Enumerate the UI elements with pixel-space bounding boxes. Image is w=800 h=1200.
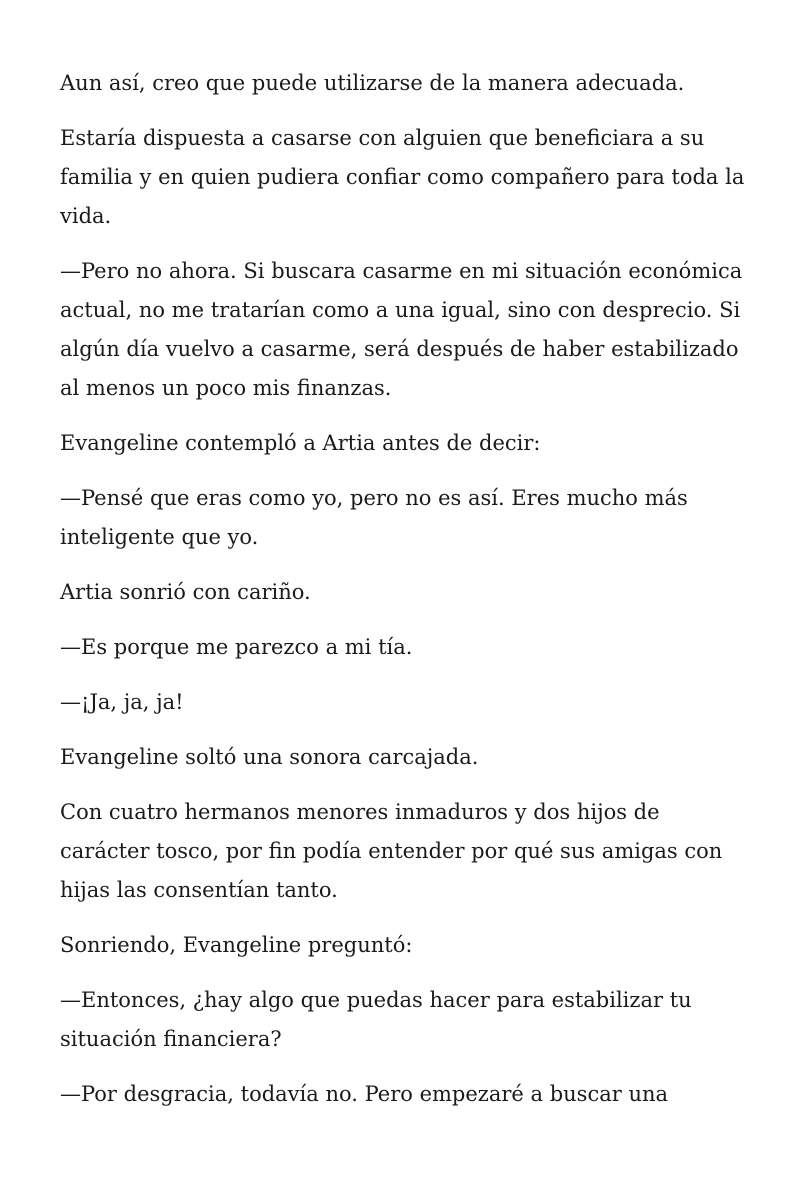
paragraph: —Entonces, ¿hay algo que puedas hacer para estabilizar tu situación financiera?: [60, 988, 692, 1051]
paragraph: —Por desgracia, todavía no. Pero empezaré a buscar una: [60, 1082, 669, 1106]
paragraph: Evangeline contempló a Artia antes de decir:: [60, 431, 541, 455]
paragraph: Aun así, creo que puede utilizarse de la manera adecuada.: [60, 71, 685, 95]
paragraph: —Pensé que eras como yo, pero no es así. Eres mucho más inteligente que yo.: [60, 486, 688, 549]
paragraph: Evangeline soltó una sonora carcajada.: [60, 745, 479, 769]
paragraph: —Es porque me parezco a mi tía.: [60, 635, 413, 659]
paragraph: Sonriendo, Evangeline preguntó:: [60, 933, 413, 957]
paragraph: —¡Ja, ja, ja!: [60, 690, 184, 714]
page-text: [60, 64, 750, 1130]
paragraph: Artia sonrió con cariño.: [60, 580, 311, 604]
paragraph: Con cuatro hermanos menores inmaduros y dos hijos de carácter tosco, por fin podía entender por qué sus amigas con hijas las consentían tanto.: [60, 800, 723, 902]
paragraph: —Pero no ahora. Si buscara casarme en mi situación económica actual, no me tratarían como a una igual, sino con desprecio. Si algún día vuelvo a casarme, será después de haber estabilizado al menos un poco mis finanzas.: [60, 259, 743, 400]
paragraph: Estaría dispuesta a casarse con alguien que beneficiara a su familia y en quien pudiera confiar como compañero para toda la vida.: [60, 126, 745, 228]
